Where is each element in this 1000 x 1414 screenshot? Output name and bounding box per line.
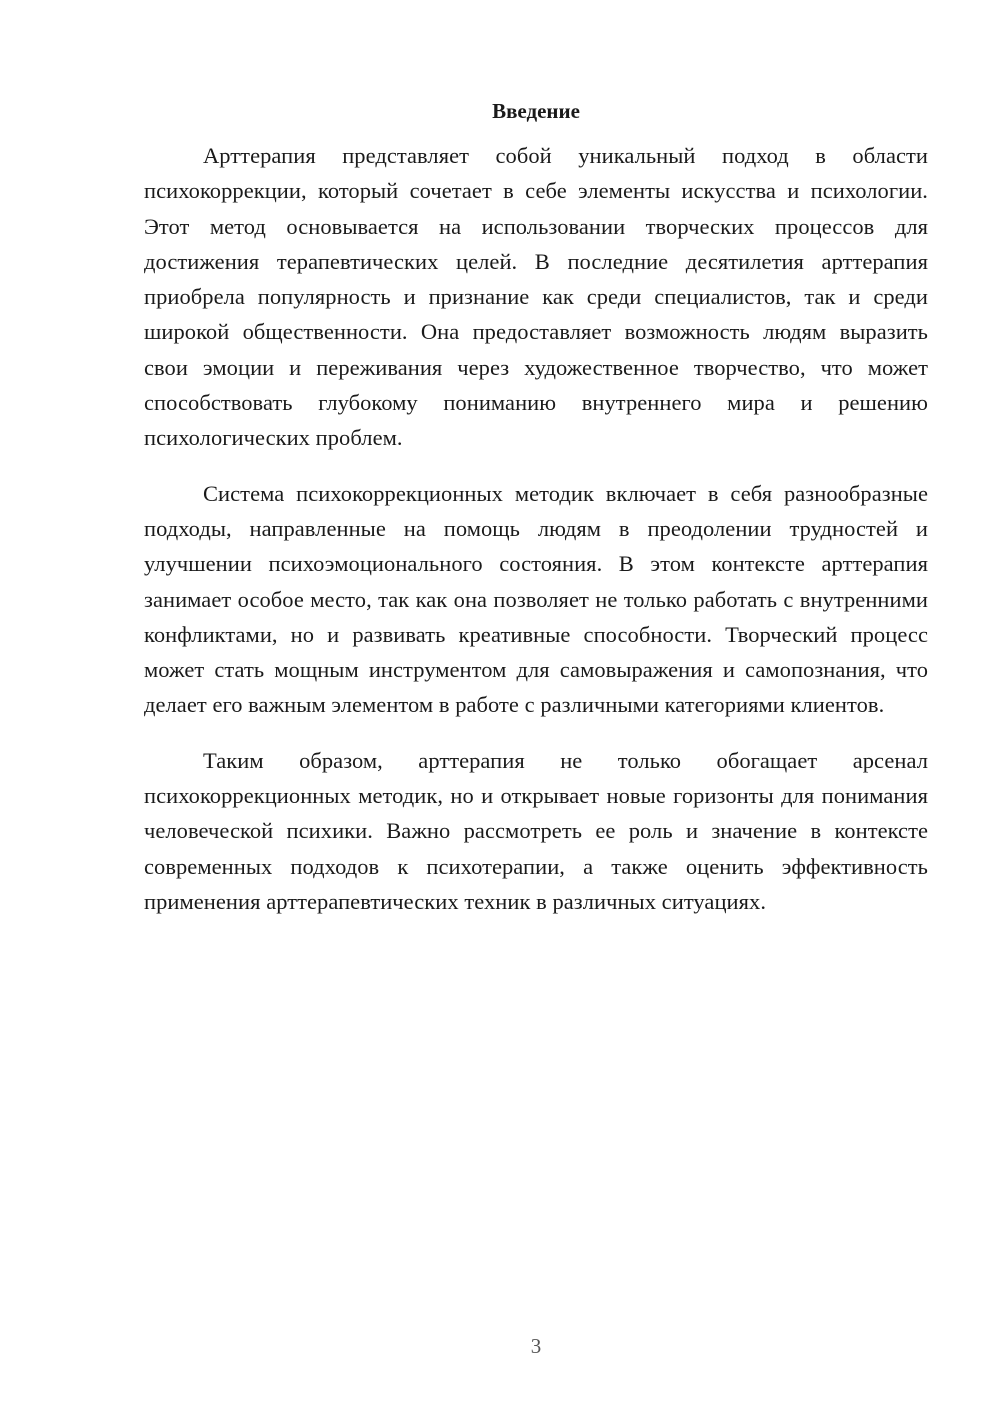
- page-number: 3: [530, 1334, 542, 1358]
- page-content: [144, 96, 928, 939]
- paragraph-3: Таким образом, арттерапия не только обогащает арсенал психокоррекционных методик, но и открывает новые горизонты для понимания человеческой психики. Важно рассмотреть ее роль и значение в контексте современных подходов к психотерапии, а также оценить эффективность применения арттерапевтических техник в различных ситуациях.: [144, 747, 928, 914]
- paragraph-1: Арттерапия представляет собой уникальный подход в области психокоррекции, который сочетает в себе элементы искусства и психологии. Этот метод основывается на использовании творческих процессов для достижения терапевтических целей. В последние десятилетия арттерапия приобрела популярность и признание как среди специалистов, так и среди широкой общественности. Она предоставляет возможность людям выразить свои эмоции и переживания через художественное творчество, что может способствовать глубокому пониманию внутреннего мира и решению психологических проблем.: [144, 143, 928, 451]
- section-heading: Введение: [492, 99, 580, 123]
- paragraph-2: Система психокоррекционных методик включает в себя разнообразные подходы, направленные на помощь людям в преодолении трудностей и улучшении психоэмоционального состояния. В этом контексте арттерапия занимает особое место, так как она позволяет не только работать с внутренними конфликтами, но и развивать креативные способности. Творческий процесс может стать мощным инструментом для самовыражения и самопознания, что делает его важным элементом в работе с различными категориями клиентов.: [144, 480, 928, 718]
